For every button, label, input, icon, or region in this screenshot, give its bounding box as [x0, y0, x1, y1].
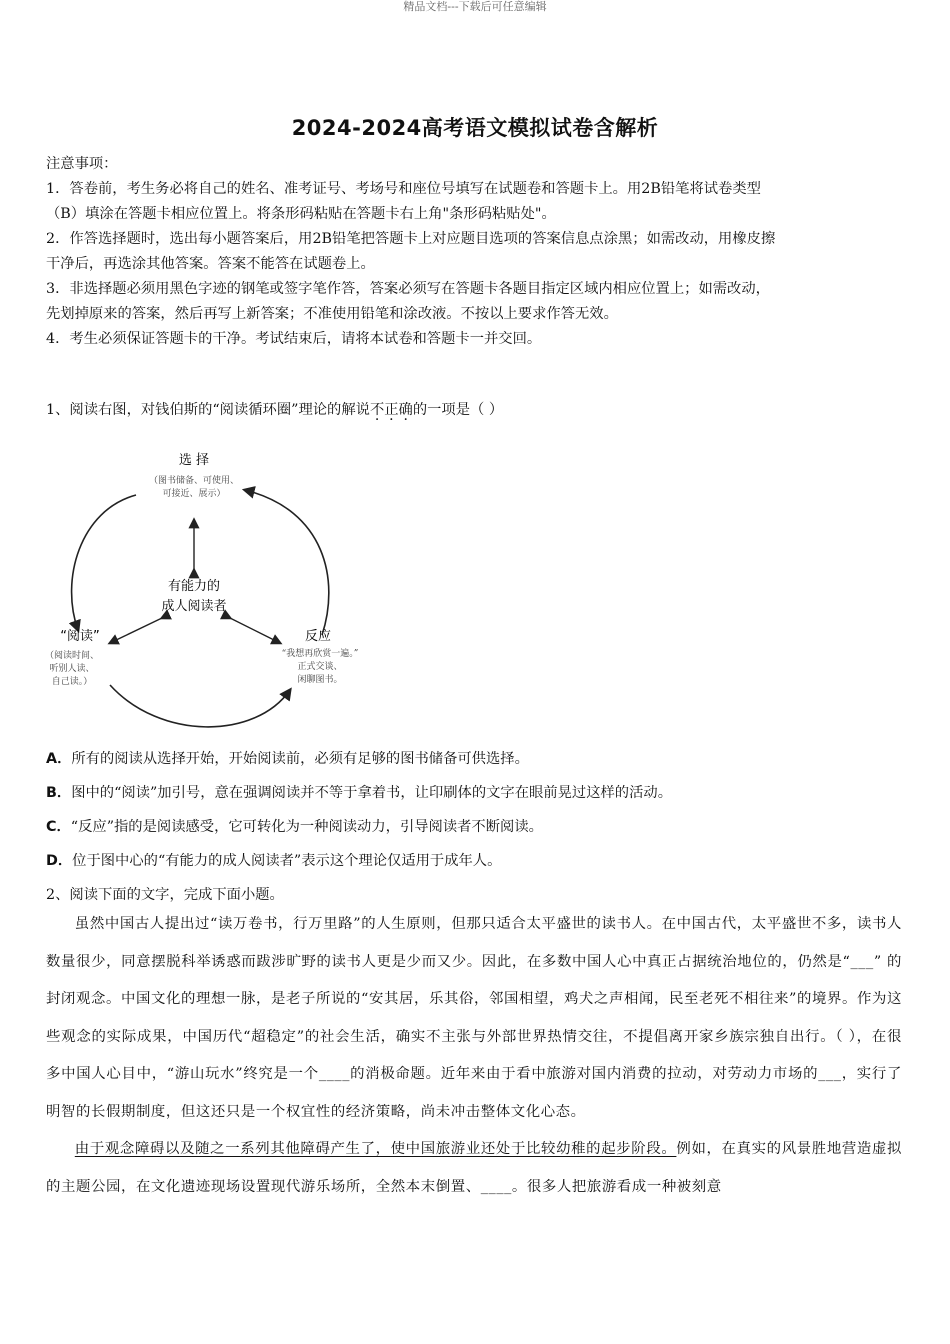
- diagram-left-label: “阅读”: [60, 629, 100, 644]
- diagram-center-label: 成人阅读者: [161, 599, 227, 614]
- diagram-right-label: 反应: [304, 629, 332, 644]
- diagram-right-sub: 闲聊图书。: [297, 675, 343, 685]
- diagram-center-label: 有能力的: [167, 579, 221, 594]
- emphasis-char: 确: [398, 402, 413, 418]
- notice-line: 4．考生必须保证答题卡的干净。考试结束后，请将本试卷和答题卡一并交回。: [46, 331, 542, 347]
- option-text: 图中的“阅读”加引号，意在强调阅读并不等于拿着书，让印刷体的文字在眼前晃过这样的活动。: [71, 785, 672, 801]
- question-1-stem-before: 1、阅读右图，对钱伯斯的“阅读循环圈”理论的解说: [46, 402, 370, 418]
- option-letter: D．: [46, 853, 73, 869]
- passage-paragraph-2-rest: 例如，在真实的风景胜地营造虚拟的主题公园，在文化遗迹现场设置现代游乐场所，全然本末倒置、____。很多人把旅游看成一种被刻意: [46, 1141, 902, 1195]
- option-c: [46, 810, 906, 844]
- passage-paragraph-2: [46, 1131, 902, 1206]
- option-letter: A．: [46, 751, 72, 767]
- arrow-center-right: [230, 618, 280, 643]
- notice-heading: 注意事项：: [46, 156, 118, 172]
- page-title: 2024-2024高考语文模拟试卷含解析: [291, 116, 659, 140]
- question-1-stem-after: 的一项是（ ）: [412, 402, 504, 418]
- option-d: [46, 844, 906, 878]
- diagram-left-sub: （阅读时间、: [44, 651, 100, 661]
- diagram-left-sub: 自己读。）: [51, 677, 93, 687]
- option-a: [46, 742, 906, 776]
- cycle-arc-left: [72, 495, 136, 630]
- emphasis-char: 正: [384, 402, 399, 418]
- underlined-sentence: 由于观念障碍以及随之一系列其他障碍产生了，使中国旅游业还处于比较幼稚的起步阶段。: [74, 1141, 677, 1157]
- option-text: “反应”指的是阅读感受，它可转化为一种阅读动力，引导阅读者不断阅读。: [70, 819, 543, 835]
- option-b: [46, 776, 906, 810]
- notice-line: 干净后，再选涂其他答案。答案不能答在试题卷上。: [46, 256, 375, 272]
- diagram-top-label: 选 择: [178, 453, 210, 468]
- emphasis-char: 不: [369, 402, 385, 418]
- question-1-options: [46, 742, 906, 912]
- diagram-left-sub: 听别人读、: [49, 664, 95, 674]
- notice-line: 2．作答选择题时，选出每小题答案后，用2B铅笔把答题卡上对应题目选项的答案信息点涂黑；如需改动，用橡皮擦: [46, 231, 776, 247]
- notice-line: 先划掉原来的答案，然后再写上新答案；不准使用铅笔和涂改液。不按以上要求作答无效。: [46, 306, 618, 322]
- arrow-center-left: [110, 618, 162, 643]
- question-1-stem: [46, 399, 906, 421]
- option-text: 所有的阅读从选择开始，开始阅读前，必须有足够的图书储备可供选择。: [71, 751, 529, 767]
- notice-line: 3．非选择题必须用黑色字迹的钢笔或签字笔作答，答案必须写在答题卡各题目指定区域内相应位置上；如需改动，: [46, 281, 770, 297]
- cycle-arc-right: [245, 490, 329, 635]
- notice-line: （B）填涂在答题卡相应位置上。将条形码粘贴在答题卡右上角"条形码粘贴处"。: [46, 206, 556, 222]
- question-2-stem: 2、阅读下面的文字，完成下面小题。: [46, 887, 284, 903]
- option-text: 位于图中心的“有能力的成人阅读者”表示这个理论仅适用于成年人。: [72, 853, 502, 869]
- reading-passage: [46, 906, 902, 1206]
- diagram-right-sub: “我想再欣赏一遍。”: [281, 649, 359, 659]
- diagram-top-sub: 可接近、展示）: [162, 489, 226, 499]
- option-letter: C．: [46, 819, 71, 835]
- notice-line: 1．答卷前，考生务必将自己的姓名、准考证号、考场号和座位号填写在试题卷和答题卡上。用2B铅笔将试卷类型: [46, 181, 761, 197]
- cycle-arc-bottom: [110, 685, 290, 727]
- notice-section: [46, 152, 906, 352]
- document-header-note: 精品文档---下载后可任意编辑: [403, 0, 547, 13]
- diagram-right-sub: 正式交谈、: [297, 662, 343, 672]
- option-letter: B．: [46, 785, 72, 801]
- passage-paragraph-1: 虽然中国古人提出过“读万卷书，行万里路”的人生原则，但那只适合太平盛世的读书人。在中国古代，太平盛世不多，读书人数量很少，同意摆脱科举诱惑而跋涉旷野的读书人更是少而又少。因此，在多数中国人心中真正占据统治地位的，仍然是“___” 的封闭观念。中国文化的理想一脉，是老子所说的“安其居，乐其俗，邻国相望，鸡犬之声相闻，民至老死不相往来”的境界。作为这些观念的实际成果，中国历代“超稳定”的社会生活，确实不主张与外部世界热情交往，不提倡离开家乡族宗独自出行。（ ），在很多中国人心目中，“游山玩水”终究是一个____的消极命题。近年来由于看中旅游对国内消费的拉动，对劳动力市场的___，实行了明智的长假期制度，但这还只是一个权宜性的经济策略，尚未冲击整体文化心态。: [46, 916, 902, 1120]
- diagram-top-sub: （图书储备、可使用、: [148, 476, 240, 486]
- reading-circle-diagram: [40, 440, 400, 740]
